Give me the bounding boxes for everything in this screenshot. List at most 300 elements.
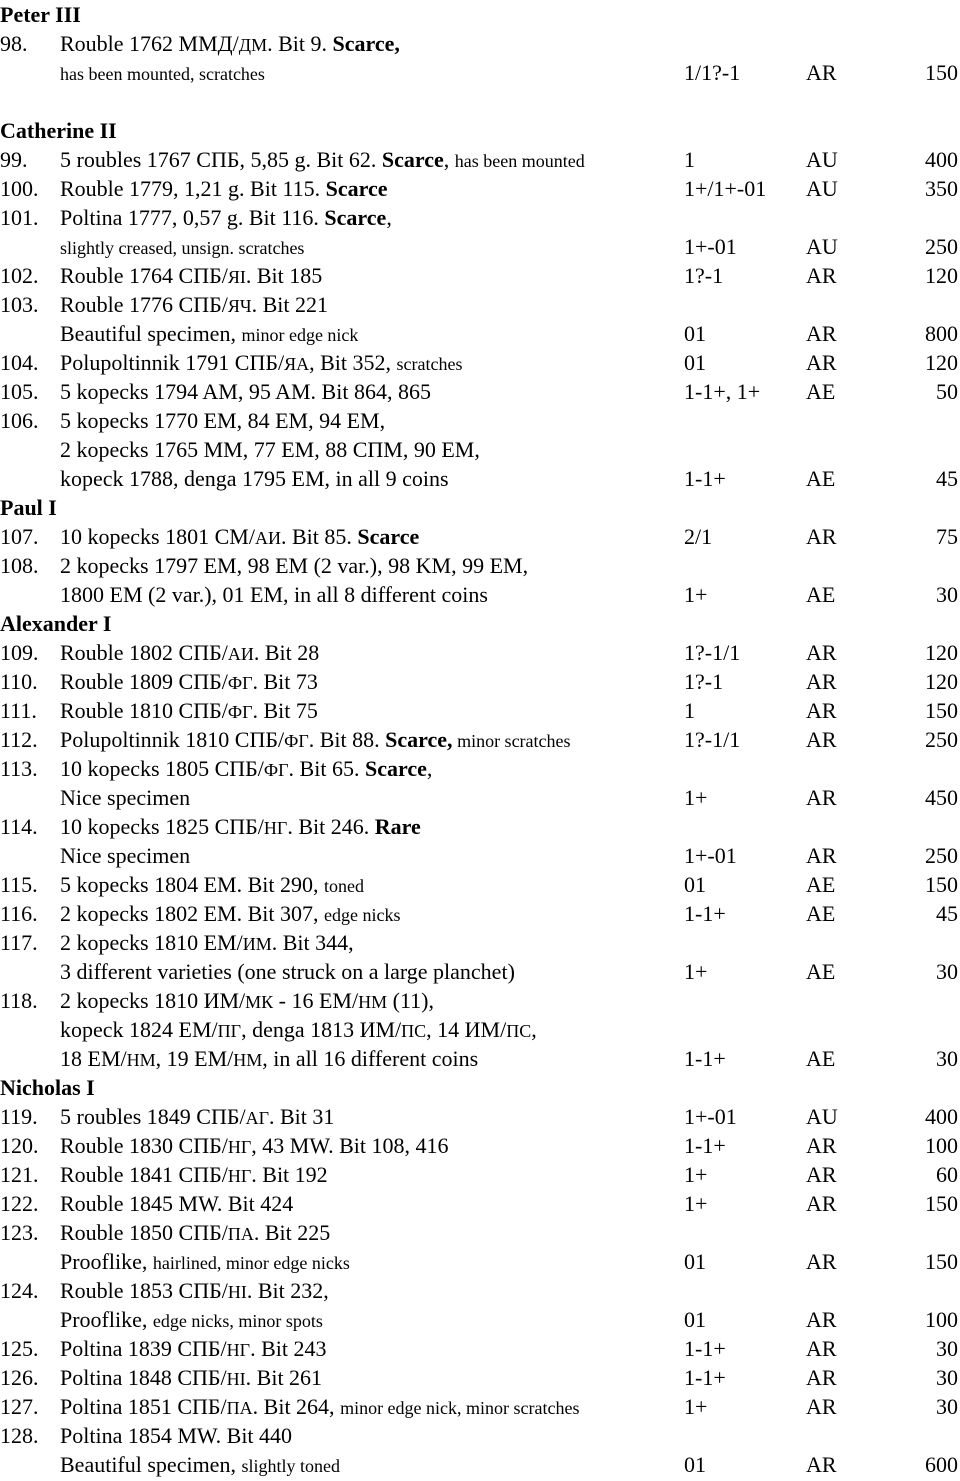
lot-description: [60, 957, 515, 986]
lot-description: [60, 1392, 580, 1423]
description-segment: (11),: [387, 988, 434, 1013]
lot-row: [0, 145, 960, 174]
lot-price: 450: [925, 785, 958, 810]
description-segment: 5 roubles 1767 СПБ, 5,85 g. Bit 62.: [60, 147, 382, 172]
lot-description: [60, 551, 528, 580]
lot-number: 100.: [0, 176, 39, 201]
lot-metal: AR: [806, 60, 837, 85]
description-segment: Polupoltinnik 1791 СПБ/: [60, 350, 285, 375]
description-segment: Rare: [374, 814, 421, 839]
lot-price: 150: [925, 60, 958, 85]
lot-description: [60, 1421, 292, 1450]
description-segment: ИМ: [242, 934, 272, 954]
lot-grade: 01: [684, 1307, 706, 1332]
description-segment: . Bit 243: [250, 1336, 327, 1361]
lot-price: 45: [936, 466, 958, 491]
lot-row: [0, 696, 960, 725]
lot-metal: AR: [806, 1133, 837, 1158]
lot-row: [0, 1334, 960, 1363]
lot-price: 150: [925, 1191, 958, 1216]
description-segment: ,: [443, 147, 455, 172]
lot-grade: 1?-1/1: [684, 640, 741, 665]
description-segment: ФГ: [284, 731, 309, 751]
lot-number: 114.: [0, 814, 38, 839]
lot-price: 45: [936, 901, 958, 926]
lot-price: 600: [925, 1452, 958, 1477]
description-segment: АИ: [254, 528, 281, 548]
lot-description: [60, 638, 319, 669]
description-segment: НГ: [226, 1340, 251, 1360]
lot-number: 104.: [0, 350, 39, 375]
lot-grade: 1+: [684, 1394, 708, 1419]
lot-metal: AE: [806, 872, 836, 897]
description-segment: НГ: [227, 1137, 252, 1157]
lot-row: [0, 986, 960, 1015]
description-segment: Rouble 1853 СПБ/: [60, 1278, 228, 1303]
lot-number: 116.: [0, 901, 38, 926]
lot-number: 118.: [0, 988, 38, 1013]
description-segment: toned: [324, 876, 364, 896]
lot-number: 122.: [0, 1191, 39, 1216]
description-segment: Rouble 1830 СПБ/: [60, 1133, 228, 1158]
description-segment: . Bit 75: [252, 698, 318, 723]
lot-price: 250: [925, 843, 958, 868]
lot-row: [0, 261, 960, 290]
lot-grade: 1+: [684, 785, 708, 810]
lot-metal: AE: [806, 959, 836, 984]
description-segment: Scarce: [364, 756, 427, 781]
lot-row: [0, 1044, 960, 1073]
lot-metal: AR: [806, 1249, 837, 1274]
lot-number: 101.: [0, 205, 39, 230]
description-segment: . Bit 185: [245, 263, 323, 288]
description-segment: 2 kopecks 1810 EM/: [60, 930, 243, 955]
lot-price: 400: [925, 147, 958, 172]
lot-number: 123.: [0, 1220, 39, 1245]
description-segment: НМ: [126, 1050, 156, 1070]
lot-grade: 1-1+: [684, 1336, 726, 1361]
lot-description: [60, 667, 318, 698]
description-segment: 10 kopecks 1801 CM/: [60, 524, 255, 549]
lot-grade: 1+-01: [684, 843, 737, 868]
lot-metal: AR: [806, 1365, 837, 1390]
description-segment: . Bit 264,: [252, 1394, 341, 1419]
description-segment: slightly toned: [241, 1456, 340, 1476]
description-segment: АИ: [227, 644, 254, 664]
description-segment: 5 kopecks 1770 EM, 84 EM, 94 EM,: [60, 408, 386, 433]
description-segment: - 16 EM/: [273, 988, 359, 1013]
description-segment: kopeck 1788, denga 1795 EM, in all 9 coins: [60, 466, 449, 491]
description-segment: , 14 ИМ/: [426, 1017, 507, 1042]
lot-row: [0, 580, 960, 609]
lot-number: 120.: [0, 1133, 39, 1158]
lot-grade: 1+/1+-01: [684, 176, 767, 201]
lot-grade: 1+-01: [684, 234, 737, 259]
description-segment: Prooflike,: [60, 1307, 153, 1332]
lot-row: [0, 29, 960, 58]
lot-price: 150: [925, 872, 958, 897]
description-segment: . Bit 221: [251, 292, 328, 317]
lot-metal: AU: [806, 147, 838, 172]
lot-description: [60, 696, 318, 727]
lot-grade: 1-1+: [684, 1133, 726, 1158]
lot-description: [60, 1363, 322, 1394]
lot-description: [60, 261, 322, 292]
lot-grade: 1-1+, 1+: [684, 379, 761, 404]
lot-row: [0, 754, 960, 783]
description-segment: ЯЧ: [227, 296, 252, 316]
lot-metal: AU: [806, 234, 838, 259]
lot-number: 109.: [0, 640, 39, 665]
lot-description: [60, 928, 354, 959]
lot-grade: 1-1+: [684, 1046, 726, 1071]
lot-row: [0, 957, 960, 986]
lot-price: 30: [936, 1046, 958, 1071]
lot-number: 112.: [0, 727, 38, 752]
lot-row: [0, 1276, 960, 1305]
section-heading: Catherine II: [0, 118, 117, 143]
description-segment: 5 kopecks 1804 EM. Bit 290,: [60, 872, 324, 897]
lot-grade: 01: [684, 350, 706, 375]
lot-metal: AU: [806, 176, 838, 201]
lot-row: [0, 1363, 960, 1392]
lot-description: [60, 1131, 448, 1162]
lot-row: [0, 1015, 960, 1044]
lot-metal: AU: [806, 1104, 838, 1129]
lot-price: 120: [925, 263, 958, 288]
lot-grade: 1?-1: [684, 263, 724, 288]
lot-price: 120: [925, 640, 958, 665]
lot-row: [0, 667, 960, 696]
lot-description: [60, 580, 488, 609]
lot-description: [60, 319, 358, 350]
description-segment: АГ: [245, 1108, 269, 1128]
lot-price: 30: [936, 1394, 958, 1419]
description-segment: 10 kopecks 1825 СПБ/: [60, 814, 264, 839]
description-segment: . Bit 85.: [280, 524, 358, 549]
lot-grade: 01: [684, 1249, 706, 1274]
lot-metal: AR: [806, 321, 837, 346]
lot-description: [60, 435, 480, 464]
description-segment: ДМ: [238, 35, 268, 55]
description-segment: 18 EM/: [60, 1046, 127, 1071]
description-segment: has been mounted, scratches: [60, 64, 265, 84]
lot-row: [0, 899, 960, 928]
lot-row: [0, 1247, 960, 1276]
lot-grade: 1-1+: [684, 901, 726, 926]
lot-number: 115.: [0, 872, 38, 897]
lot-metal: AR: [806, 640, 837, 665]
lot-description: [60, 1044, 478, 1075]
lot-description: [60, 1247, 350, 1278]
lot-grade: 1: [684, 698, 695, 723]
lot-row: [0, 464, 960, 493]
lot-row: [0, 1160, 960, 1189]
lot-grade: 1-1+: [684, 1365, 726, 1390]
lot-row: [0, 290, 960, 319]
description-segment: ЯА: [284, 354, 310, 374]
lot-price: 75: [936, 524, 958, 549]
lot-price: 30: [936, 959, 958, 984]
lot-metal: AR: [806, 1307, 837, 1332]
lot-description: [60, 1160, 328, 1191]
lot-number: 108.: [0, 553, 39, 578]
lot-number: 103.: [0, 292, 39, 317]
lot-grade: 1: [684, 147, 695, 172]
description-segment: Poltina 1777, 0,57 g. Bit 116.: [60, 205, 325, 230]
lot-price: 50: [936, 379, 958, 404]
description-segment: minor edge nick: [241, 325, 359, 345]
lot-description: [60, 725, 571, 756]
description-segment: , in all 16 different coins: [262, 1046, 479, 1071]
lot-metal: AR: [806, 1452, 837, 1477]
section-heading: Alexander I: [0, 611, 112, 636]
lot-row: [0, 58, 960, 87]
description-segment: , Bit 352,: [309, 350, 397, 375]
lot-grade: 1+: [684, 959, 708, 984]
description-segment: НГ: [263, 818, 288, 838]
description-segment: Prooflike,: [60, 1249, 153, 1274]
description-segment: 2 kopecks 1765 MM, 77 EM, 88 СПМ, 90 EM,: [60, 437, 480, 462]
lot-price: 250: [925, 727, 958, 752]
lot-grade: 1/1?-1: [684, 60, 741, 85]
description-segment: Rouble 1802 СПБ/: [60, 640, 228, 665]
lot-grade: 1-1+: [684, 466, 726, 491]
lot-price: 100: [925, 1133, 958, 1158]
lot-price: 100: [925, 1307, 958, 1332]
lot-description: [60, 899, 400, 930]
description-segment: Scarce: [357, 524, 420, 549]
lot-description: [60, 841, 190, 870]
description-segment: has been mounted: [454, 151, 585, 171]
lot-row: [0, 783, 960, 812]
description-segment: . Bit 192: [251, 1162, 328, 1187]
lot-row: [0, 203, 960, 232]
description-segment: Scarce: [325, 176, 388, 201]
lot-price: 150: [925, 1249, 958, 1274]
description-segment: . Bit 28: [253, 640, 320, 665]
lot-grade: 2/1: [684, 524, 713, 549]
description-segment: slightly creased, unsign. scratches: [60, 238, 305, 258]
lot-row: [0, 377, 960, 406]
lot-metal: AR: [806, 1336, 837, 1361]
description-segment: ,: [531, 1017, 537, 1042]
description-segment: Poltina 1851 СПБ/: [60, 1394, 227, 1419]
description-segment: Rouble 1809 СПБ/: [60, 669, 228, 694]
lot-price: 800: [925, 321, 958, 346]
lot-number: 98.: [0, 31, 28, 56]
lot-row: [0, 1218, 960, 1247]
description-segment: . Bit 344,: [271, 930, 354, 955]
description-segment: . Bit 246.: [287, 814, 375, 839]
lot-number: 113.: [0, 756, 38, 781]
lot-row: [0, 406, 960, 435]
lot-metal: AE: [806, 901, 836, 926]
lot-number: 119.: [0, 1104, 38, 1129]
lot-price: 400: [925, 1104, 958, 1129]
lot-description: [60, 174, 388, 203]
description-segment: МК: [245, 992, 274, 1012]
description-segment: . Bit 88.: [308, 727, 386, 752]
lot-description: [60, 986, 434, 1017]
lot-description: [60, 870, 364, 901]
lot-description: [60, 1102, 334, 1133]
description-segment: ФГ: [263, 760, 289, 780]
description-segment: Rouble 1764 СПБ/: [60, 263, 228, 288]
description-segment: Rouble 1779, 1,21 g. Bit 115.: [60, 176, 326, 201]
lot-metal: AR: [806, 263, 837, 288]
lot-number: 124.: [0, 1278, 39, 1303]
lot-description: [60, 783, 190, 812]
lot-number: 105.: [0, 379, 39, 404]
description-segment: . Bit 232,: [246, 1278, 329, 1303]
description-segment: 1800 EM (2 var.), 01 EM, in all 8 different coins: [60, 582, 488, 607]
description-segment: . Bit 261: [245, 1365, 323, 1390]
lot-row: [0, 870, 960, 899]
description-segment: Scarce: [381, 147, 444, 172]
lot-description: [60, 145, 585, 176]
lot-description: [60, 290, 328, 321]
lot-row: [0, 725, 960, 754]
lot-number: 111.: [0, 698, 37, 723]
section-heading: Nicholas I: [0, 1075, 95, 1100]
description-segment: Scarce,: [385, 727, 453, 752]
lot-metal: AR: [806, 1162, 837, 1187]
lot-number: 107.: [0, 524, 39, 549]
description-segment: Nice specimen: [60, 843, 191, 868]
lot-row: [0, 1450, 960, 1479]
lot-row: [0, 928, 960, 957]
lot-metal: AE: [806, 466, 836, 491]
lot-description: [60, 406, 385, 435]
description-segment: Beautiful specimen,: [60, 321, 242, 346]
lot-number: 99.: [0, 147, 28, 172]
lot-grade: 1+: [684, 582, 708, 607]
lot-number: 121.: [0, 1162, 39, 1187]
lot-row: [0, 174, 960, 203]
lot-description: [60, 754, 432, 785]
description-segment: ЯI: [227, 267, 246, 287]
lot-grade: 1+-01: [684, 1104, 737, 1129]
description-segment: ПС: [401, 1021, 427, 1041]
lot-metal: AR: [806, 843, 837, 868]
description-segment: edge nicks: [324, 905, 401, 925]
lot-number: 126.: [0, 1365, 39, 1390]
description-segment: Rouble 1762 ММД/: [60, 31, 239, 56]
lot-grade: 01: [684, 321, 706, 346]
lot-row: [0, 522, 960, 551]
description-segment: НГ: [227, 1166, 252, 1186]
lot-grade: 01: [684, 1452, 706, 1477]
lot-row: [0, 551, 960, 580]
description-segment: minor scratches: [452, 731, 571, 751]
spacer: [0, 87, 960, 116]
lot-price: 60: [936, 1162, 958, 1187]
lot-grade: 1?-1: [684, 669, 724, 694]
lot-row: [0, 1305, 960, 1334]
lot-metal: AR: [806, 785, 837, 810]
description-segment: , 43 MW. Bit 108, 416: [251, 1133, 449, 1158]
description-segment: . Bit 31: [268, 1104, 335, 1129]
description-segment: ,: [386, 205, 392, 230]
lot-grade: 01: [684, 872, 706, 897]
description-segment: edge nicks, minor spots: [152, 1311, 323, 1331]
lot-price: 30: [936, 1336, 958, 1361]
lot-row: [0, 638, 960, 667]
description-segment: Scarce: [324, 205, 387, 230]
lot-metal: AR: [806, 669, 837, 694]
description-segment: ПС: [506, 1021, 532, 1041]
description-segment: 5 kopecks 1794 AM, 95 AM. Bit 864, 865: [60, 379, 431, 404]
description-segment: ПА: [227, 1224, 254, 1244]
lot-row: [0, 1421, 960, 1450]
lot-row: [0, 1189, 960, 1218]
lot-grade: 1+: [684, 1162, 708, 1187]
lot-number: 125.: [0, 1336, 39, 1361]
lot-description: [60, 377, 431, 406]
section-heading: Peter III: [0, 2, 81, 27]
lot-description: [60, 203, 392, 232]
description-segment: , denga 1813 ИМ/: [241, 1017, 402, 1042]
lot-description: [60, 1450, 340, 1481]
lot-number: 102.: [0, 263, 39, 288]
lot-metal: AR: [806, 698, 837, 723]
lot-row: [0, 1102, 960, 1131]
description-segment: НМ: [358, 992, 388, 1012]
description-segment: 3 different varieties (one struck on a large planchet): [60, 959, 515, 984]
lot-metal: AE: [806, 1046, 836, 1071]
lot-metal: AR: [806, 1394, 837, 1419]
lot-description: [60, 1276, 329, 1307]
description-segment: ,: [426, 756, 433, 781]
lot-row: [0, 1392, 960, 1421]
description-segment: . Bit 65.: [288, 756, 365, 781]
description-segment: scratches: [396, 354, 463, 374]
lot-metal: AR: [806, 350, 837, 375]
lot-number: 110.: [0, 669, 38, 694]
description-segment: Rouble 1776 СПБ/: [60, 292, 228, 317]
lot-grade: 1+: [684, 1191, 708, 1216]
description-segment: 2 kopecks 1797 EM, 98 EM (2 var.), 98 KM, 99 EM,: [60, 553, 529, 578]
lot-description: [60, 348, 463, 379]
lot-row: [0, 232, 960, 261]
description-segment: Poltina 1854 MW. Bit 440: [60, 1423, 293, 1448]
lot-price: 30: [936, 582, 958, 607]
description-segment: hairlined, minor edge nicks: [152, 1253, 350, 1273]
description-segment: ПГ: [217, 1021, 242, 1041]
lot-grade: 1?-1/1: [684, 727, 741, 752]
description-segment: Nice specimen: [60, 785, 191, 810]
lot-price: 30: [936, 1365, 958, 1390]
description-segment: Rouble 1810 СПБ/: [60, 698, 228, 723]
description-segment: Scarce,: [332, 31, 400, 56]
description-segment: 10 kopecks 1805 СПБ/: [60, 756, 264, 781]
lot-number: 128.: [0, 1423, 39, 1448]
lot-description: [60, 1334, 326, 1365]
lot-description: [60, 232, 304, 263]
description-segment: Poltina 1848 СПБ/: [60, 1365, 227, 1390]
description-segment: , 19 EM/: [155, 1046, 234, 1071]
description-segment: . Bit 9.: [267, 31, 333, 56]
description-segment: . Bit 73: [252, 669, 318, 694]
lot-description: [60, 464, 449, 493]
description-segment: HI: [227, 1282, 247, 1302]
description-segment: ФГ: [227, 702, 253, 722]
lot-description: [60, 58, 265, 89]
description-segment: Beautiful specimen,: [60, 1452, 242, 1477]
lot-description: [60, 1305, 323, 1336]
lot-price: 150: [925, 698, 958, 723]
